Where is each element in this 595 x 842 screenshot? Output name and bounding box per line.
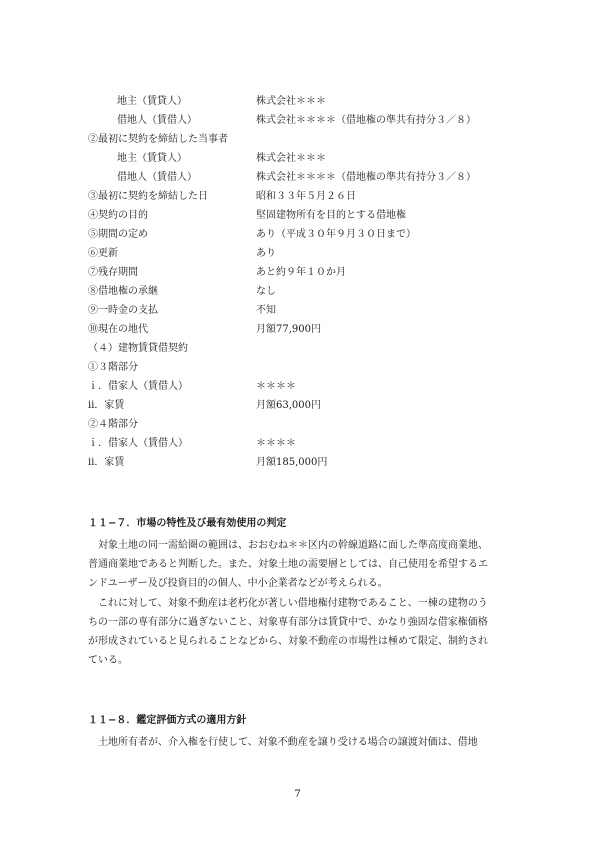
row-label: ②４階部分: [88, 419, 138, 430]
section-heading-11-7: １１−７．市場の特性及び最有効使用の判定: [88, 518, 287, 529]
page-number: 7: [294, 789, 301, 800]
row-label: ④契約の目的: [88, 210, 148, 221]
row-value: 株式会社＊＊＊＊（借地権の準共有持分３／８）: [256, 115, 476, 126]
paragraph-line: ンドユーザー及び投資目的の個人、中小企業者などが考えられる。: [88, 578, 388, 590]
row-value: 不知: [256, 305, 276, 316]
row-value: あと約９年１０か月: [256, 267, 346, 278]
contract-row: [0, 206, 595, 225]
paragraph-line: 普通商業地であると判断した。また、対象土地の需要層としては、自己使用を希望するエ: [88, 559, 488, 571]
contract-row: [0, 168, 595, 187]
contract-row: [0, 301, 595, 320]
paragraph-line: 土地所有者が、介入権を行使して、対象不動産を譲り受ける場合の譲渡対価は、借地: [98, 737, 478, 748]
row-value: ＊＊＊＊: [256, 381, 296, 392]
contract-row: [0, 377, 595, 396]
row-label: ⑥更新: [88, 248, 118, 259]
section-body-11-7: [88, 536, 510, 670]
row-label: ⅱ．家賃: [88, 457, 125, 468]
contract-row: [0, 244, 595, 263]
row-value: 昭和３３年５月２６日: [256, 191, 356, 202]
row-value: 株式会社＊＊＊: [256, 153, 326, 164]
row-label: ⑩現在の地代: [88, 324, 148, 335]
contract-row: [0, 130, 595, 149]
row-label: ③最初に契約を締結した日: [88, 191, 208, 202]
paragraph-line: ちの一部の専有部分に過ぎないこと、対象専有部分は賃貸中で、かなり強固な借家権価格: [88, 616, 488, 628]
row-label: （４）建物賃貸借契約: [88, 343, 188, 354]
row-label: 借地人（賃借人）: [117, 172, 197, 183]
contract-row: [0, 263, 595, 282]
section-body-11-8: [88, 733, 510, 752]
row-label: ⑤期間の定め: [88, 229, 148, 240]
contract-row: [0, 339, 595, 358]
contract-row: [0, 434, 595, 453]
paragraph-line: 対象土地の同一需給圏の範囲は、おおむね＊＊区内の幹線道路に面した準高度商業地、: [98, 540, 488, 551]
row-value: あり（平成３０年９月３０日まで）: [256, 229, 416, 240]
row-label: ②最初に契約を締結した当事者: [88, 134, 228, 145]
contract-row: [0, 358, 595, 377]
paragraph-line: これに対して、対象不動産は老朽化が著しい借地権付建物であること、一棟の建物のう: [98, 597, 488, 609]
row-label: ｉ．借家人（賃借人）: [88, 438, 188, 449]
row-value: ＊＊＊＊: [256, 438, 296, 449]
contract-row: [0, 415, 595, 434]
row-value: あり: [256, 248, 276, 259]
row-value: 株式会社＊＊＊＊（借地権の準共有持分３／８）: [256, 172, 476, 183]
row-label: ⑦残存期間: [88, 267, 138, 278]
contract-row: [0, 396, 595, 415]
row-label: 借地人（賃借人）: [117, 115, 197, 126]
contract-row: [0, 149, 595, 168]
contract-row: [0, 225, 595, 244]
contract-row: [0, 111, 595, 130]
row-label: ⅱ．家賃: [88, 400, 125, 411]
row-value: 株式会社＊＊＊: [256, 96, 326, 107]
row-value: なし: [256, 286, 276, 297]
paragraph-line: ている。: [88, 655, 128, 667]
contract-row: [0, 282, 595, 301]
row-label: 地主（賃貸人）: [117, 153, 187, 164]
contract-row: [0, 320, 595, 339]
contract-row: [0, 92, 595, 111]
row-value: 月額63,000円: [256, 400, 321, 411]
section-heading-11-8: １１−８．鑑定評価方式の適用方針: [88, 715, 247, 726]
paragraph-line: が形成されていると見られることなどから、対象不動産の市場性は極めて限定、制約され: [88, 636, 488, 648]
row-value: 堅固建物所有を目的とする借地権: [256, 210, 406, 221]
row-label: 地主（賃貸人）: [117, 96, 187, 107]
contract-row: [0, 187, 595, 206]
row-label: ⑨一時金の支払: [88, 305, 158, 316]
row-label: ⑧借地権の承継: [88, 286, 158, 297]
contract-row: [0, 453, 595, 472]
row-value: 月額185,000円: [256, 457, 328, 468]
row-value: 月額77,900円: [256, 324, 321, 335]
row-label: ｉ．借家人（賃借人）: [88, 381, 188, 392]
row-label: ①３階部分: [88, 362, 138, 373]
